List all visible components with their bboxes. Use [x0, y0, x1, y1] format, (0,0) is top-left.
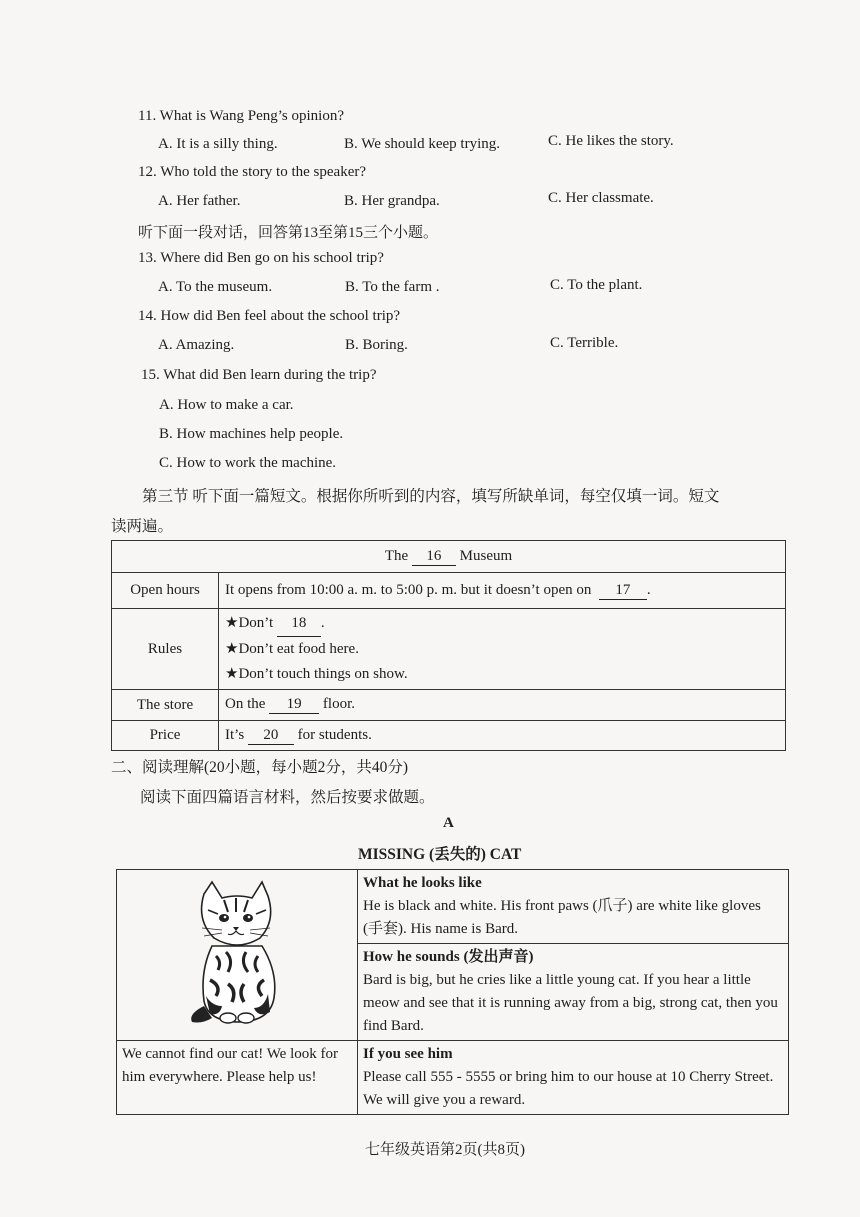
question-13-stem: 13. Where did Ben go on his school trip? — [138, 250, 384, 266]
cat-illustration — [182, 876, 292, 1026]
question-14-option-a: A. Amazing. — [158, 337, 235, 353]
question-11-stem: 11. What is Wang Peng’s opinion? — [138, 108, 345, 124]
rule-1-period: . — [320, 615, 325, 631]
looks-cell — [358, 870, 789, 944]
question-11-option-c: C. He likes the story. — [548, 133, 674, 149]
rules-cell — [219, 609, 786, 690]
store-cell — [219, 690, 786, 721]
open-hours-cell — [219, 573, 786, 609]
page-footer: 七年级英语第2页(共8页) — [365, 1142, 525, 1158]
open-hours-text: It opens from 10:00 a. m. to 5:00 p. m. but it doesn’t open on — [225, 581, 592, 598]
open-hours-period: . — [646, 581, 651, 598]
rule-2: ★Don’t eat food here. — [225, 641, 359, 657]
rules-label: Rules — [112, 609, 219, 690]
store-label: The store — [112, 690, 219, 721]
store-suffix: floor. — [322, 696, 356, 712]
passage-letter: A — [443, 815, 454, 831]
museum-table-title — [112, 541, 786, 573]
rule-3: ★Don’t touch things on show. — [225, 666, 408, 682]
question-13-option-b: B. To the farm . — [345, 279, 440, 295]
question-15-option-b: B. How machines help people. — [159, 426, 344, 442]
sounds-text: Bard is big, but he cries like a little young cat. If you hear a little meow and see that it is running away from a big, strong cat, then you find Bard. — [363, 972, 778, 1034]
blank-20: 20 — [248, 727, 294, 745]
price-suffix: for students. — [297, 726, 372, 743]
question-15-option-c: C. How to work the machine. — [159, 455, 337, 471]
looks-heading: What he looks like — [363, 875, 482, 891]
open-hours-row — [112, 573, 786, 609]
part-2-heading: 二、阅读理解(20小题，每小题2分，共40分) — [111, 759, 409, 776]
instruction-13-15: 听下面一段对话，回答第13至第15三个小题。 — [138, 225, 439, 241]
blank-18: 18 — [277, 611, 321, 637]
question-13-option-a: A. To the museum. — [158, 279, 273, 295]
question-13-option-c: C. To the plant. — [550, 277, 643, 293]
passage-title: MISSING (丢失的) CAT — [358, 846, 522, 863]
question-12-option-b: B. Her grandpa. — [344, 193, 440, 209]
store-row — [112, 690, 786, 721]
section-3-instruction-line-2: 读两遍。 — [111, 518, 174, 535]
left-message-cell — [117, 1041, 358, 1115]
rule-1-text: ★Don’t — [225, 615, 274, 631]
question-12-option-c: C. Her classmate. — [548, 190, 654, 206]
question-12-option-a: A. Her father. — [158, 193, 241, 209]
question-15-stem: 15. What did Ben learn during the trip? — [141, 367, 377, 383]
blank-16: 16 — [412, 548, 456, 566]
question-11-option-a: A. It is a silly thing. — [158, 136, 278, 152]
rule-1 — [225, 611, 779, 637]
store-prefix: On the — [225, 696, 266, 712]
part-2-instruction: 阅读下面四篇语言材料，然后按要求做题。 — [140, 789, 435, 806]
blank-19: 19 — [269, 696, 319, 714]
looks-row — [117, 870, 789, 944]
question-12-stem: 12. Who told the story to the speaker? — [138, 164, 367, 180]
missing-cat-table — [116, 869, 789, 1115]
sounds-cell — [358, 944, 789, 1041]
section-3-instruction-line-1: 第三节 听下面一篇短文。根据你所听到的内容，填写所缺单词，每空仅填一词。短文 — [142, 488, 720, 505]
rules-row — [112, 609, 786, 690]
price-prefix: It’s — [225, 726, 245, 743]
question-14-option-c: C. Terrible. — [550, 335, 619, 351]
price-cell — [219, 721, 786, 751]
museum-table-title-row — [112, 541, 786, 573]
blank-17: 17 — [599, 582, 647, 600]
price-label: Price — [112, 721, 219, 751]
museum-table — [111, 540, 786, 751]
open-hours-label: Open hours — [112, 573, 219, 609]
question-14-option-b: B. Boring. — [345, 337, 408, 353]
price-row — [112, 721, 786, 751]
see-him-heading: If you see him — [363, 1046, 453, 1062]
title-suffix: Museum — [459, 547, 513, 564]
question-14-stem: 14. How did Ben feel about the school trip? — [138, 308, 401, 324]
question-15-option-a: A. How to make a car. — [159, 397, 294, 413]
left-message-text: We cannot find our cat! We look for him everywhere. Please help us! — [122, 1046, 338, 1085]
title-prefix: The — [384, 547, 409, 564]
question-11-option-b: B. We should keep trying. — [344, 136, 500, 152]
cat-picture-cell — [117, 870, 358, 1041]
see-him-cell — [358, 1041, 789, 1115]
sounds-heading: How he sounds (发出声音) — [363, 949, 534, 965]
see-him-text: Please call 555 - 5555 or bring him to our house at 10 Cherry Street. We will give you a reward. — [363, 1069, 774, 1108]
contact-row — [117, 1041, 789, 1115]
looks-text: He is black and white. His front paws (爪子) are white like gloves (手套). His name is Bard. — [363, 898, 761, 937]
